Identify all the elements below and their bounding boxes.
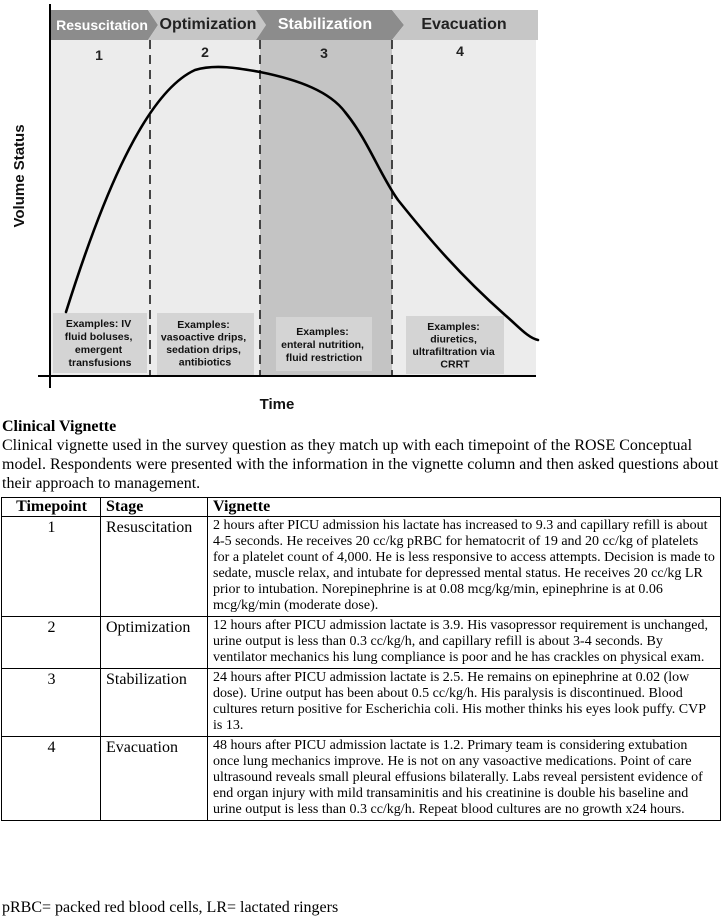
vignette-table xyxy=(1,497,721,821)
figure-caption xyxy=(2,417,720,493)
cell-timepoint: 2 xyxy=(2,617,101,669)
table-row xyxy=(2,617,721,669)
example-text-3: Examples: enteral nutrition, fluid restriction xyxy=(281,326,364,364)
x-axis-label: Time xyxy=(259,396,295,413)
caption-text: Clinical vignette used in the survey question as they match up with each timepoint of the ROSE Conceptual model. Respondents were presented with the information in the vignette column and then asked questions about their approach to management. xyxy=(2,437,719,492)
stage-number-2: 2 xyxy=(201,44,209,60)
header-vignette: Vignette xyxy=(208,498,721,517)
cell-vignette: 24 hours after PICU admission lactate is 2.5. He remains on epinephrine at 0.02 (low dose). Urine output has been about 0.5 cc/kg/h. His paralysis is discontinued. Blood cultures return positive for Escherichia coli. His mother thinks his eyes look puffy. CVP is 13. xyxy=(208,669,721,737)
stage-label-resuscitation: Resuscitation xyxy=(56,17,148,33)
cell-vignette: 48 hours after PICU admission lactate is 1.2. Primary team is considering extubation once lung mechanics improve. He is not on any vasoactive medications. Point of care ultrasound reveals small pleural effusions bilaterally. Labs reveal persistent evidence of end organ injury with mild transaminitis and his creatinine is double his baseline and urine output is less than 0.3 cc/kg/h. Repeat blood cultures are no growth x24 hours. xyxy=(208,737,721,821)
footnote: pRBC= packed red blood cells, LR= lactated ringers xyxy=(2,899,339,916)
example-text-2: Examples: vasoactive drips, sedation drips, antibiotics xyxy=(160,319,247,369)
table-header-row xyxy=(2,498,721,517)
caption-title: Clinical Vignette xyxy=(2,418,117,435)
table-row xyxy=(2,517,721,617)
table-row xyxy=(2,737,721,821)
cell-stage: Resuscitation xyxy=(101,517,208,617)
example-text-1: Examples: IV fluid boluses, emergent transfusions xyxy=(64,318,133,369)
cell-stage: Evacuation xyxy=(101,737,208,821)
cell-stage: Stabilization xyxy=(101,669,208,737)
stage-number-1: 1 xyxy=(95,47,103,63)
stage-label-stabilization: Stabilization xyxy=(277,16,373,33)
cell-timepoint: 1 xyxy=(2,517,101,617)
stage-number-3: 3 xyxy=(320,45,328,61)
cell-timepoint: 3 xyxy=(2,669,101,737)
cell-vignette: 2 hours after PICU admission his lactate has increased to 9.3 and capillary refill is about 4-5 seconds. He receives 20 cc/kg pRBC for hematocrit of 19 and 20 cc/kg of platelets for a platelet count of 4,000. He is less responsive to access attempts. Decision is made to sedate, muscle relax, and intubate for depressed mental status. He receives 20 cc/kg LR prior to intubation. Norepinephrine is at 0.08 mcg/kg/min, epinephrine is at 0.06 mcg/kg/min (moderate dose). xyxy=(208,517,721,617)
example-text-4: Examples: diuretics, ultrafiltration via CRRT xyxy=(412,321,495,371)
table-row xyxy=(2,669,721,737)
cell-vignette: 12 hours after PICU admission lactate is 3.9. His vasopressor requirement is unchanged, urine output is less than 0.3 cc/kg/h, and capillary refill is about 3-4 seconds. By ventilator mechanics his lung compliance is poor and he has crackles on physical exam. xyxy=(208,617,721,669)
cell-timepoint: 4 xyxy=(2,737,101,821)
y-axis-label: Volume Status xyxy=(11,124,28,228)
header-stage: Stage xyxy=(101,498,208,517)
cell-stage: Optimization xyxy=(101,617,208,669)
header-timepoint: Timepoint xyxy=(2,498,101,517)
stage-label-optimization: Optimization xyxy=(159,16,257,33)
stage-label-evacuation: Evacuation xyxy=(421,16,507,33)
rose-model-figure xyxy=(0,0,722,418)
stage-number-4: 4 xyxy=(456,43,464,59)
